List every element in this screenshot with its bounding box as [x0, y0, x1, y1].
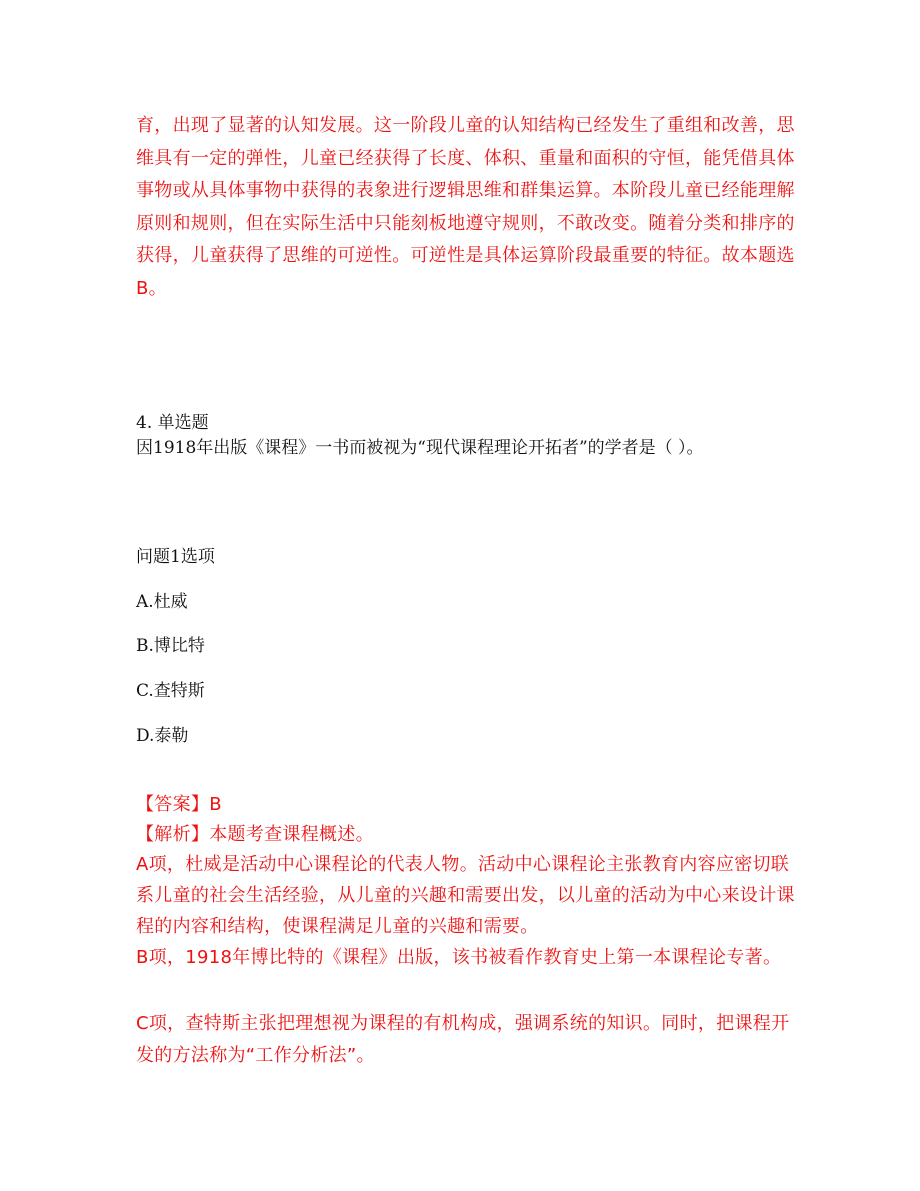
explanation-line: 育，出现了显著的认知发展。这一阶段儿童的认知结构已经发生了重组和改善，思 — [136, 115, 795, 136]
question-stem: 因1918年出版《课程》一书而被视为“现代课程理论开拓者”的学者是（ ）。 — [136, 438, 704, 458]
explanation-line: B。 — [136, 277, 167, 299]
explanation-line: 获得，儿童获得了思维的可逆性。可逆性是具体运算阶段最重要的特征。故本题选 — [136, 245, 795, 266]
explanation-line: 事物或从具体事物中获得的表象进行逻辑思维和群集运算。本阶段儿童已经能理解 — [136, 180, 795, 201]
option-c[interactable]: C.查特斯 — [136, 681, 205, 701]
option-d[interactable]: D.泰勒 — [136, 726, 189, 746]
previous-explanation — [136, 110, 796, 305]
analysis-option-b: B项，1918年博比特的《课程》出版，该书被看作教育史上第一本课程论专著。 — [136, 947, 782, 968]
analysis-line: A项，杜威是活动中心课程论的代表人物。活动中心课程论主张教育内容应密切联 — [136, 854, 790, 875]
analysis-option-a — [136, 849, 796, 942]
analysis-line: 系儿童的社会生活经验，从儿童的兴趣和需要出发，以儿童的活动为中心来设计课 — [136, 885, 795, 906]
analysis-line: C项，查特斯主张把理想视为课程的有机构成，强调系统的知识。同时，把课程开 — [136, 1013, 790, 1034]
option-a[interactable]: A.杜威 — [136, 592, 188, 612]
analysis-title: 【解析】本题考查课程概述。 — [136, 824, 374, 845]
analysis-option-c — [136, 1008, 796, 1072]
answer-line: 【答案】B — [136, 794, 222, 815]
option-b[interactable]: B.博比特 — [136, 636, 205, 656]
explanation-line: 原则和规则，但在实际生活中只能刻板地遵守规则，不敢改变。随着分类和排序的 — [136, 212, 795, 234]
options-title: 问题1选项 — [136, 547, 215, 567]
explanation-line: 维具有一定的弹性，儿童已经获得了长度、体积、重量和面积的守恒，能凭借具体 — [136, 147, 795, 169]
analysis-line: 发的方法称为“工作分析法”。 — [136, 1045, 375, 1066]
question-heading: 4. 单选题 — [136, 413, 209, 433]
analysis-line: 程的内容和结构，使课程满足儿童的兴趣和需要。 — [136, 916, 539, 937]
